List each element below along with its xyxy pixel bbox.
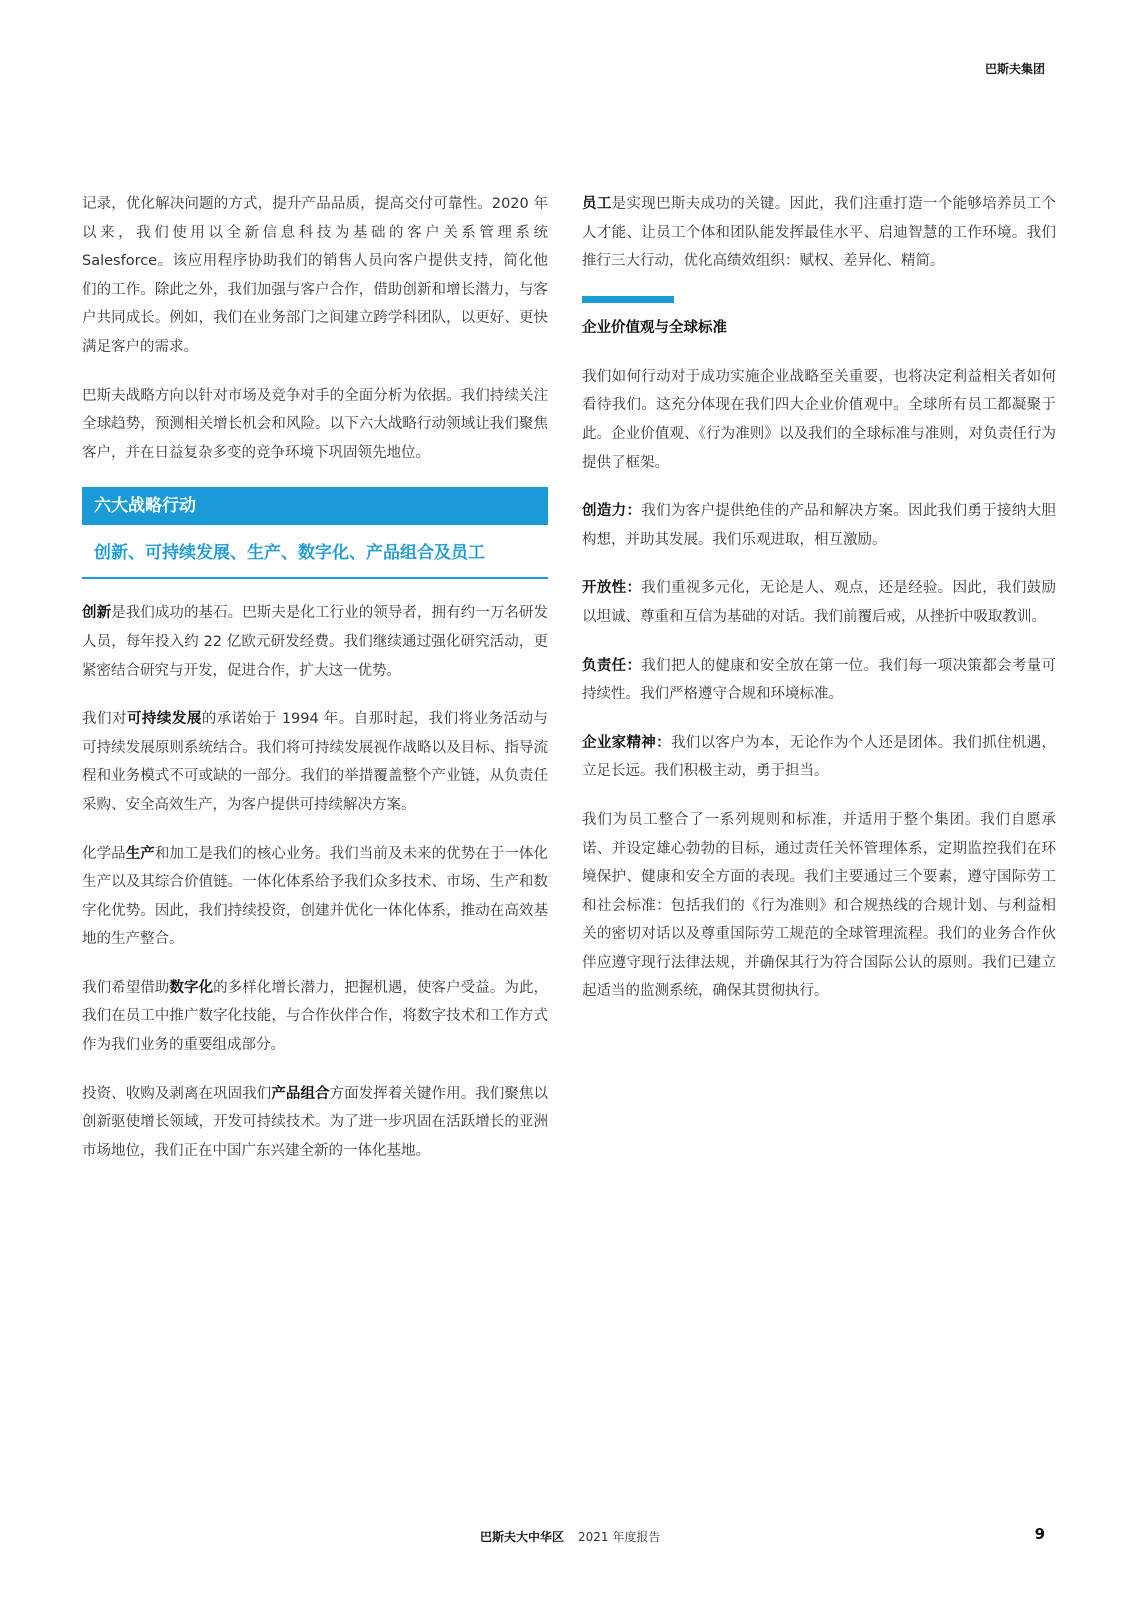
- page-footer: [0, 1525, 1131, 1548]
- paragraph-employees: 员工是实现巴斯夫成功的关键。因此，我们注重打造一个能够培养员工个人才能、让员工个体和团队能发挥最佳水平、启迪智慧的工作环境。我们推行三大行动，优化高绩效组织：赋权、差异化、精简。: [582, 196, 1057, 270]
- paragraph-values-intro: 我们如何行动对于成功实施企业战略至关重要，也将决定利益相关者如何看待我们。这充分体现在我们四大企业价值观中。全球所有员工都凝聚于此。企业价值观、《行为准则》以及我们的全球标准与准则，对负责任行为提供了框架。: [582, 368, 1056, 471]
- values-heading: 企业价值观与全球标准: [582, 319, 727, 336]
- strategic-actions-subtitle: 创新、可持续发展、生产、数字化、产品组合及员工: [82, 525, 548, 579]
- paragraph-portfolio: 投资、收购及剥离在巩固我们产品组合方面发挥着关键作用。我们聚焦以创新驱使增长领域，开发可持续技术。为了进一步巩固在活跃增长的亚洲市场地位，我们正在中国广东兴建全新的一体化基地。: [82, 1085, 549, 1159]
- paragraph-sustainability: 我们对可持续发展的承诺始于 1994 年。自那时起，我们将业务活动与可持续发展原则系统结合。我们将可持续发展视作战略以及目标、指导流程和业务模式不可或缺的一部分。我们的举措覆盖整个产业链，从负责任采购、安全高效生产，为客户提供可持续解决方案。: [82, 711, 549, 813]
- paragraph-creativity: 创造力：我们为客户提供绝佳的产品和解决方案。因此我们勇于接纳大胆构想，并助其发展。我们乐观进取，相互激励。: [582, 503, 1057, 548]
- paragraph-openness: 开放性：我们重视多元化，无论是人、观点，还是经验。因此，我们鼓励以坦诚、尊重和互信为基础的对话。我们前覆后戒，从挫折中吸取教训。: [582, 580, 1057, 625]
- header-company: 巴斯夫集团: [984, 62, 1045, 76]
- paragraph-customer-relations: 记录，优化解决问题的方式，提升产品品质，提高交付可靠性。2020 年以来，我们使用以全新信息科技为基础的客户关系管理系统 Salesforce。该应用程序协助我们的销售人员向客户提供支持，简化他们的工作。除此之外，我们加强与客户合作，借助创新和增长潜力，与客户共同成长。例如，我们在业务部门之间建立跨学科团队，以更好、更快满足客户的需求。: [82, 196, 548, 355]
- paragraph-production: 化学品生产和加工是我们的核心业务。我们当前及未来的优势在于一体化生产以及其综合价值链。一体化体系给予我们众多技术、市场、生产和数字化优势。因此，我们持续投资，创建并优化一体化体系，推动在高效基地的生产整合。: [82, 845, 549, 948]
- paragraph-digitalization: 我们希望借助数字化的多样化增长潜力，把握机遇，使客户受益。为此，我们在员工中推广数字化技能，与合作伙伴合作，将数字技术和工作方式作为我们业务的重要组成部分。: [82, 979, 549, 1054]
- paragraph-innovation: 创新是我们成功的基石。巴斯夫是化工行业的领导者，拥有约一万名研发人员，每年投入约 22 亿欧元研发经费。我们继续通过强化研究活动，更紧密结合研究与开发，促进合作，扩大这一优势。: [82, 605, 549, 679]
- paragraph-strategy-direction: 巴斯夫战略方向以针对市场及竞争对手的全面分析为依据。我们持续关注全球趋势，预测相关增长机会和风险。以下六大战略行动领域让我们聚焦客户，并在日益复杂多变的竞争环境下巩固领先地位。: [82, 387, 548, 461]
- paragraph-responsibility: 负责任：我们把人的健康和安全放在第一位。我们每一项决策都会考量可持续性。我们严格遵守合规和环境标准。: [582, 657, 1057, 703]
- right-column: [582, 190, 1056, 1026]
- left-column: [82, 190, 548, 1185]
- section-accent-bar: [582, 296, 674, 303]
- strategic-actions-banner: 六大战略行动: [82, 487, 548, 525]
- page-number: 9: [1034, 1525, 1045, 1543]
- footer-brand: 巴斯夫大中华区: [480, 1530, 565, 1544]
- paragraph-rules-standards: 我们为员工整合了一系列规则和标准，并适用于整个集团。我们自愿承诺、并设定雄心勃勃的目标，通过责任关怀管理体系，定期监控我们在环境保护、健康和安全方面的表现。我们主要通过三个要素，遵守国际劳工和社会标准：包括我们的《行为准则》和合规热线的合规计划、与利益相关的密切对话以及尊重国际劳工规范的全球管理流程。我们的业务合作伙伴应遵守现行法律法规，并确保其行为符合国际公认的原则。我们已建立起适当的监测系统，确保其贯彻执行。: [582, 811, 1056, 1000]
- paragraph-entrepreneurship: 企业家精神：我们以客户为本，无论作为个人还是团体。我们抓住机遇，立足长远。我们积极主动，勇于担当。: [582, 734, 1056, 780]
- footer-report-title: 2021 年度报告: [578, 1530, 661, 1544]
